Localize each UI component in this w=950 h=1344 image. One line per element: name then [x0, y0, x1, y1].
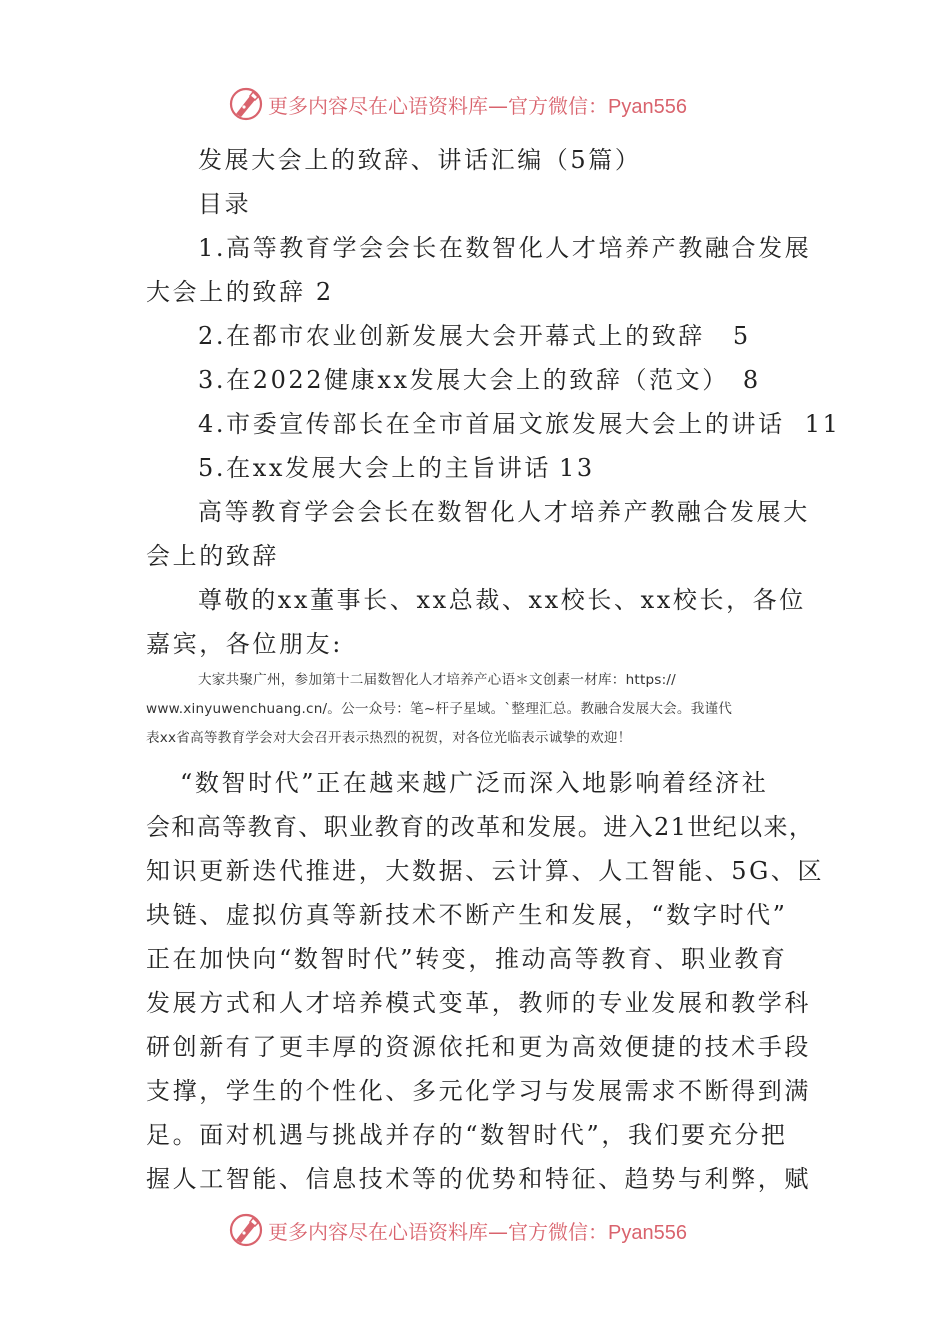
header-banner [228, 84, 748, 124]
section-heading-line1: 高等教育学会会长在数智化人才培养产教融合发展大 [198, 498, 810, 526]
pen-nib-logo-icon [228, 86, 264, 122]
document-body [146, 138, 841, 1201]
toc-heading: 目录 [198, 190, 252, 218]
toc-item-1-line2 [146, 270, 816, 314]
toc-item-2 [146, 314, 816, 358]
body-line: 块链、虚拟仿真等新技术不断产生和发展，“数字时代” [146, 901, 788, 929]
small-line: 大家共聚广州，参加第十二届数智化人才培养产心语＊文创素一材库：https:// [198, 672, 676, 688]
salutation-line2: 嘉宾，各位朋友: [146, 630, 343, 658]
toc-item-4-title: 4.市委宣传部长在全市首届文旅发展大会上的讲话 [198, 410, 785, 438]
small-paragraph [146, 666, 816, 753]
body-line: 研创新有了更丰厚的资源依托和更为高效便捷的技术手段 [146, 1033, 811, 1061]
banner-wechat-id: Pyan556 [608, 1221, 687, 1244]
toc-item-1-line1: 1.高等教育学会会长在数智化人才培养产教融合发展 [198, 234, 812, 262]
toc-item-2-page: 5 [732, 322, 751, 350]
salutation-line1: 尊敬的xx董事长、xx总裁、xx校长、xx校长，各位 [198, 586, 806, 614]
toc-item-2-title: 2.在都市农业创新发展大会开幕式上的致辞 [198, 322, 705, 350]
small-line: www.xinyuwenchuang.cn/。公一众号：笔~杆子星域。`整理汇总。教融合发展大会。我谨代 [146, 701, 733, 717]
body-line: 握人工智能、信息技术等的优势和特征、趋势与利弊，赋 [146, 1165, 811, 1193]
toc-item-5-title: 5.在xx发展大会上的主旨讲话 [198, 454, 551, 482]
banner-text: 更多内容尽在心语资料库—官方微信：Pyan556 [268, 93, 687, 118]
toc-item-1-title-cont: 大会上的致辞 [146, 278, 306, 306]
footer-banner [228, 1210, 748, 1250]
body-line: 知识更新迭代推进，大数据、云计算、人工智能、5G、区 [146, 857, 825, 885]
body-line: 支撑，学生的个性化、多元化学习与发展需求不断得到满 [146, 1077, 811, 1105]
body-line: “数智时代”正在越来越广泛而深入地影响着经济社 [180, 769, 769, 797]
body-paragraph [146, 761, 825, 1201]
section-heading-line2: 会上的致辞 [146, 542, 279, 570]
toc-item-3-page: 8 [742, 366, 761, 394]
toc-item-3-title: 3.在2022健康xx发展大会上的致辞（范文） [198, 366, 729, 394]
banner-text: 更多内容尽在心语资料库—官方微信：Pyan556 [268, 1219, 687, 1244]
toc-item-5 [146, 446, 816, 490]
toc-item-5-page: 13 [558, 454, 595, 482]
body-line: 发展方式和人才培养模式变革，教师的专业发展和教学科 [146, 989, 811, 1017]
pen-nib-logo-icon [228, 1212, 264, 1248]
toc-item-1-page: 2 [315, 278, 334, 306]
body-line: 足。面对机遇与挑战并存的“数智时代”，我们要充分把 [146, 1121, 788, 1149]
toc-item-4-page: 11 [804, 410, 841, 438]
body-line: 会和高等教育、职业教育的改革和发展。进入21世纪以来， [146, 813, 815, 841]
banner-wechat-id: Pyan556 [608, 95, 687, 118]
toc-item-3 [146, 358, 816, 402]
document-title: 发展大会上的致辞、讲话汇编（5篇） [198, 146, 642, 174]
toc-item-4 [146, 402, 841, 446]
body-line: 正在加快向“数智时代”转变，推动高等教育、职业教育 [146, 945, 788, 973]
small-line: 表xx省高等教育学会对大会召开表示热烈的祝贺，对各位光临表示诚挚的欢迎！ [146, 730, 632, 746]
